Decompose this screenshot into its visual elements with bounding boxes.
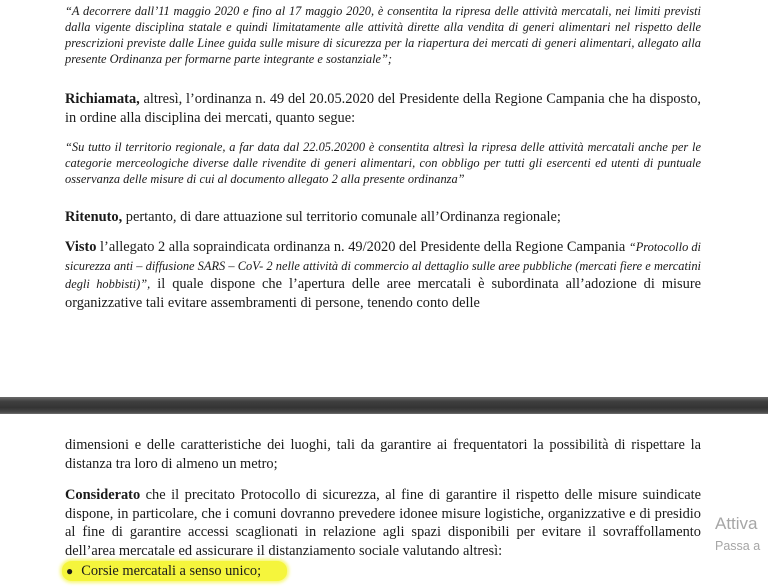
paragraph-visto (65, 238, 701, 312)
activation-watermark-subtitle: Passa a (715, 539, 761, 553)
paragraph-considerato (65, 486, 701, 560)
visto-text-2: il quale dispone che l’apertura delle aree mercatali è subordinata all’adozione di misure organizzative tali evitare assembramenti di persone, tenendo conto delle (65, 276, 701, 311)
paragraph-ritenuto (65, 208, 701, 227)
richiamata-text: altresì, l’ordinanza n. 49 del 20.05.2020 del Presidente della Regione Campania che ha disposto, in ordine alla disciplina dei mercati, quanto segue: (65, 91, 701, 126)
highlighted-bullet-item (62, 561, 287, 581)
ritenuto-text: pertanto, di dare attuazione sul territorio comunale all’Ordinanza regionale; (122, 209, 561, 225)
visto-protocol-title: “Protocollo di sicurezza anti – diffusione SARS – CoV- 2 nelle attività di commercio al dettaglio sulle aree pubbliche (mercati fiere e mercatini degli hobbisti)”, (65, 240, 702, 291)
quote-ordinanza-maggio: “A decorrere dall’11 maggio 2020 e fino al 17 maggio 2020, è consentita la ripresa delle attività mercatali, nei limiti previsti dalla vigente disciplina statale e quindi limitatamente alle attività dirette alla vendita di generi alimentari nel rispetto delle prescrizioni previste dalle Linee guida sulle misure di sicurezza per la riapertura dei mercati di generi alimentari, allegato alla presente Ordinanza per formarne parte integrante e sostanziale”; (65, 4, 701, 66)
richiamata-keyword: Richiamata, (65, 91, 140, 107)
paragraph-richiamata (65, 90, 701, 127)
visto-keyword: Visto (65, 239, 97, 255)
ritenuto-keyword: Ritenuto, (65, 209, 123, 225)
activation-watermark-title: Attiva (715, 514, 758, 533)
considerato-keyword: Considerato (65, 487, 141, 503)
bullet-text: Corsie mercatali a senso unico; (81, 563, 262, 579)
visto-text-1: l’allegato 2 alla sopraindicata ordinanza n. 49/2020 del Presidente della Regione Campania (96, 239, 629, 255)
page-break-separator (0, 397, 768, 415)
paragraph-continuation: dimensioni e delle caratteristiche dei luoghi, tali da garantire ai frequentatori la possibilità di rispettare la distanza tra loro di almeno un metro; (65, 437, 701, 472)
quote-ordinanza-49: “Su tutto il territorio regionale, a far data dal 22.05.20200 è consentita altresì la ripresa delle attività mercatali anche per le categorie merceologiche diverse dalle rivendite di generi alimentari, con obbligo per tutti gli esercenti ed utenti di puntuale osservanza delle misure di cui al documento allegato 2 alla presente ordinanza” (65, 140, 701, 186)
bullet-icon: ● (66, 564, 74, 578)
considerato-text: che il precitato Protocollo di sicurezza, al fine di garantire il rispetto delle misure suindicate dispone, in particolare, che i comuni dovranno prevedere idonee misure logistiche, organizzative e di presidio al fine di garantire accessi scaglionati in relazione agli spazi disponibili per evitare il sovraffollamento dell’area mercatale ed assicurare il distanziamento sociale valutando altresì: (65, 487, 701, 559)
